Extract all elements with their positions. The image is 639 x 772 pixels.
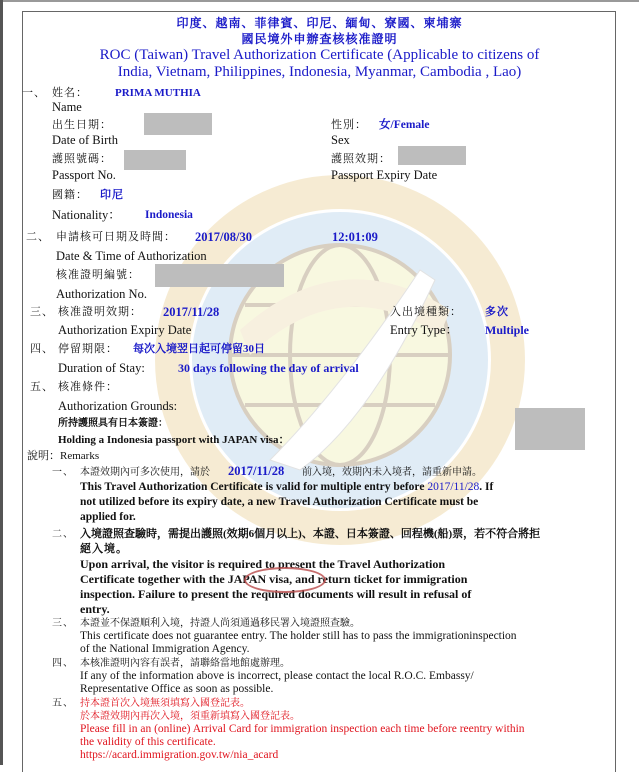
nationality-label-zh: 國籍：	[52, 189, 88, 201]
grounds-value-zh: 所持護照具有日本簽證：	[58, 418, 168, 429]
remark-5-en-1: Please fill in an (online) Arrival Card for immigration inspection each time before reentry within	[80, 723, 525, 735]
section-num: 一、	[22, 87, 46, 99]
remark-3-en-2: of the National Immigration Agency.	[80, 643, 250, 655]
grounds-label-en: Authorization Grounds:	[58, 399, 178, 413]
sex-label-zh: 性別：	[331, 119, 367, 131]
remark-2-en-2: Certificate together with the JAPAN visa, and return ticket for immigration	[80, 572, 468, 586]
dob-label-en: Date of Birth	[52, 133, 118, 147]
remark-2-en-4: entry.	[80, 602, 110, 616]
remark-num: 二、	[52, 529, 74, 540]
duration-value: 30 days following the day of arrival	[178, 361, 359, 375]
duration-label-en: Duration of Stay:	[58, 361, 145, 375]
entry-type-value-zh: 多次	[485, 306, 509, 318]
header-title-en-1: ROC (Taiwan) Travel Authorization Certificate (Applicable to citizens of	[99, 47, 540, 63]
sex-label-en: Sex	[331, 133, 350, 147]
remark-1-en-date: 2017/11/28	[427, 481, 480, 493]
redacted-field	[515, 408, 585, 450]
remark-2-zh-2: 絕入境。	[80, 543, 128, 555]
grounds-label-zh: 核准條件：	[58, 381, 118, 393]
header-title-zh: 國民境外申辦查核核准證明	[241, 32, 398, 46]
remark-4-en-1: If any of the information above is incorrect, please contact the local R.O.C. Embassy/	[80, 670, 474, 682]
passport-expiry-label-zh: 護照效期：	[331, 153, 391, 165]
redacted-passport-expiry	[398, 146, 466, 165]
section-num: 四、	[30, 343, 54, 355]
remark-1-zh-b: 前入境，效期內未入境者，請重新申請。	[302, 467, 482, 478]
name-value: PRIMA MUTHIA	[115, 87, 201, 99]
remark-1-en-3: applied for.	[80, 511, 136, 523]
nationality-label-en: Nationality：	[52, 208, 121, 222]
name-label-en: Name	[52, 100, 82, 114]
expiry-label-zh: 核准證明效期：	[58, 306, 142, 318]
grounds-value-en: Holding a Indonesia passport with JAPAN visa：	[58, 434, 290, 446]
remark-2-zh-1: 入境證照查驗時，需提出護照(效期6個月以上)、本證、日本簽證、回程機(船)票，若不符合將拒	[80, 528, 541, 540]
remark-2-en-3: inspection. Failure to present the required documents will result in refusal of	[80, 587, 472, 601]
remark-1-en-1a: This Travel Authorization Certificate is valid for multiple entry before	[80, 481, 425, 493]
section-num: 三、	[30, 306, 54, 318]
remark-3-zh: 本證並不保證順利入境，持證人尚須通過移民署入境證照查驗。	[80, 618, 360, 629]
entry-type-value: Multiple	[485, 323, 529, 337]
remark-1-en-2: not utilized before its expiry date, a new Travel Authorization Certificate must be	[80, 496, 479, 508]
arrival-card-link[interactable]: https://acard.immigration.gov.tw/nia_acard	[80, 749, 279, 761]
redacted-dob	[144, 113, 212, 135]
remark-num: 一、	[52, 467, 74, 478]
window-edge	[0, 0, 639, 2]
redacted-passport-no	[124, 150, 186, 170]
duration-value-zh: 每次入境翌日起可停留30日	[133, 343, 265, 355]
remarks-heading: 說明：Remarks	[27, 450, 100, 462]
nationality-value-zh: 印尼	[100, 189, 124, 201]
name-label-zh: 姓名：	[52, 87, 88, 99]
remark-4-zh: 本核准證明內容有誤者，請聯絡當地館處辦理。	[80, 658, 290, 669]
sex-value: 女/Female	[379, 119, 430, 131]
section-num: 二、	[26, 231, 50, 243]
remark-5-en-2: the validity of this certificate.	[80, 736, 216, 748]
remark-num: 四、	[52, 658, 74, 669]
window-edge	[0, 0, 3, 765]
authorization-datetime-label-zh: 申請核可日期及時間：	[56, 231, 176, 243]
authorization-time: 12:01:09	[332, 230, 378, 244]
passport-expiry-label-en: Passport Expiry Date	[331, 168, 438, 182]
authorization-datetime-label-en: Date & Time of Authorization	[56, 249, 207, 263]
header-countries-zh: 印度、越南、菲律賓、印尼、緬甸、寮國、柬埔寨	[176, 16, 463, 30]
entry-type-label-en: Entry Type：	[390, 323, 458, 337]
remark-num: 三、	[52, 618, 74, 629]
remark-5-zh-1: 持本證首次入境無須填寫入國登記表。	[80, 698, 250, 709]
authorization-no-label-zh: 核准證明編號：	[56, 269, 140, 281]
remark-1-date: 2017/11/28	[228, 464, 285, 478]
nationality-value: Indonesia	[145, 209, 193, 221]
remark-4-en-2: Representative Office as soon as possible.	[80, 683, 274, 695]
remark-2-en-1: Upon arrival, the visitor is required to present the Travel Authorization	[80, 557, 445, 571]
authorization-no-label-en: Authorization No.	[56, 287, 147, 301]
header-title-en-2: India, Vietnam, Philippines, Indonesia, Myanmar, Cambodia , Lao)	[117, 64, 522, 80]
remark-5-zh-2: 於本證效期內再次入境，須重新填寫入國登記表。	[80, 711, 300, 722]
passport-label-en: Passport No.	[52, 168, 116, 182]
expiry-value: 2017/11/28	[163, 305, 220, 319]
remark-1-en-1b: . If	[479, 481, 494, 493]
remark-num: 五、	[52, 698, 74, 709]
hand-drawn-circle-annotation	[244, 567, 326, 593]
section-num: 五、	[30, 381, 54, 393]
passport-label-zh: 護照號碼：	[52, 153, 112, 165]
entry-type-label-zh: 入出境種類：	[390, 306, 462, 318]
remark-1-en-1	[80, 481, 493, 494]
redacted-authorization-no	[155, 264, 284, 287]
remark-3-en-1: This certificate does not guarantee entry. The holder still has to pass the immigrationinspection	[80, 630, 517, 642]
expiry-label-en: Authorization Expiry Date	[58, 323, 192, 337]
authorization-date: 2017/08/30	[195, 230, 252, 244]
duration-label-zh: 停留期限：	[58, 343, 118, 355]
dob-label-zh: 出生日期：	[52, 119, 112, 131]
remark-1-zh-a: 本證效期內可多次使用，請於	[80, 467, 210, 478]
